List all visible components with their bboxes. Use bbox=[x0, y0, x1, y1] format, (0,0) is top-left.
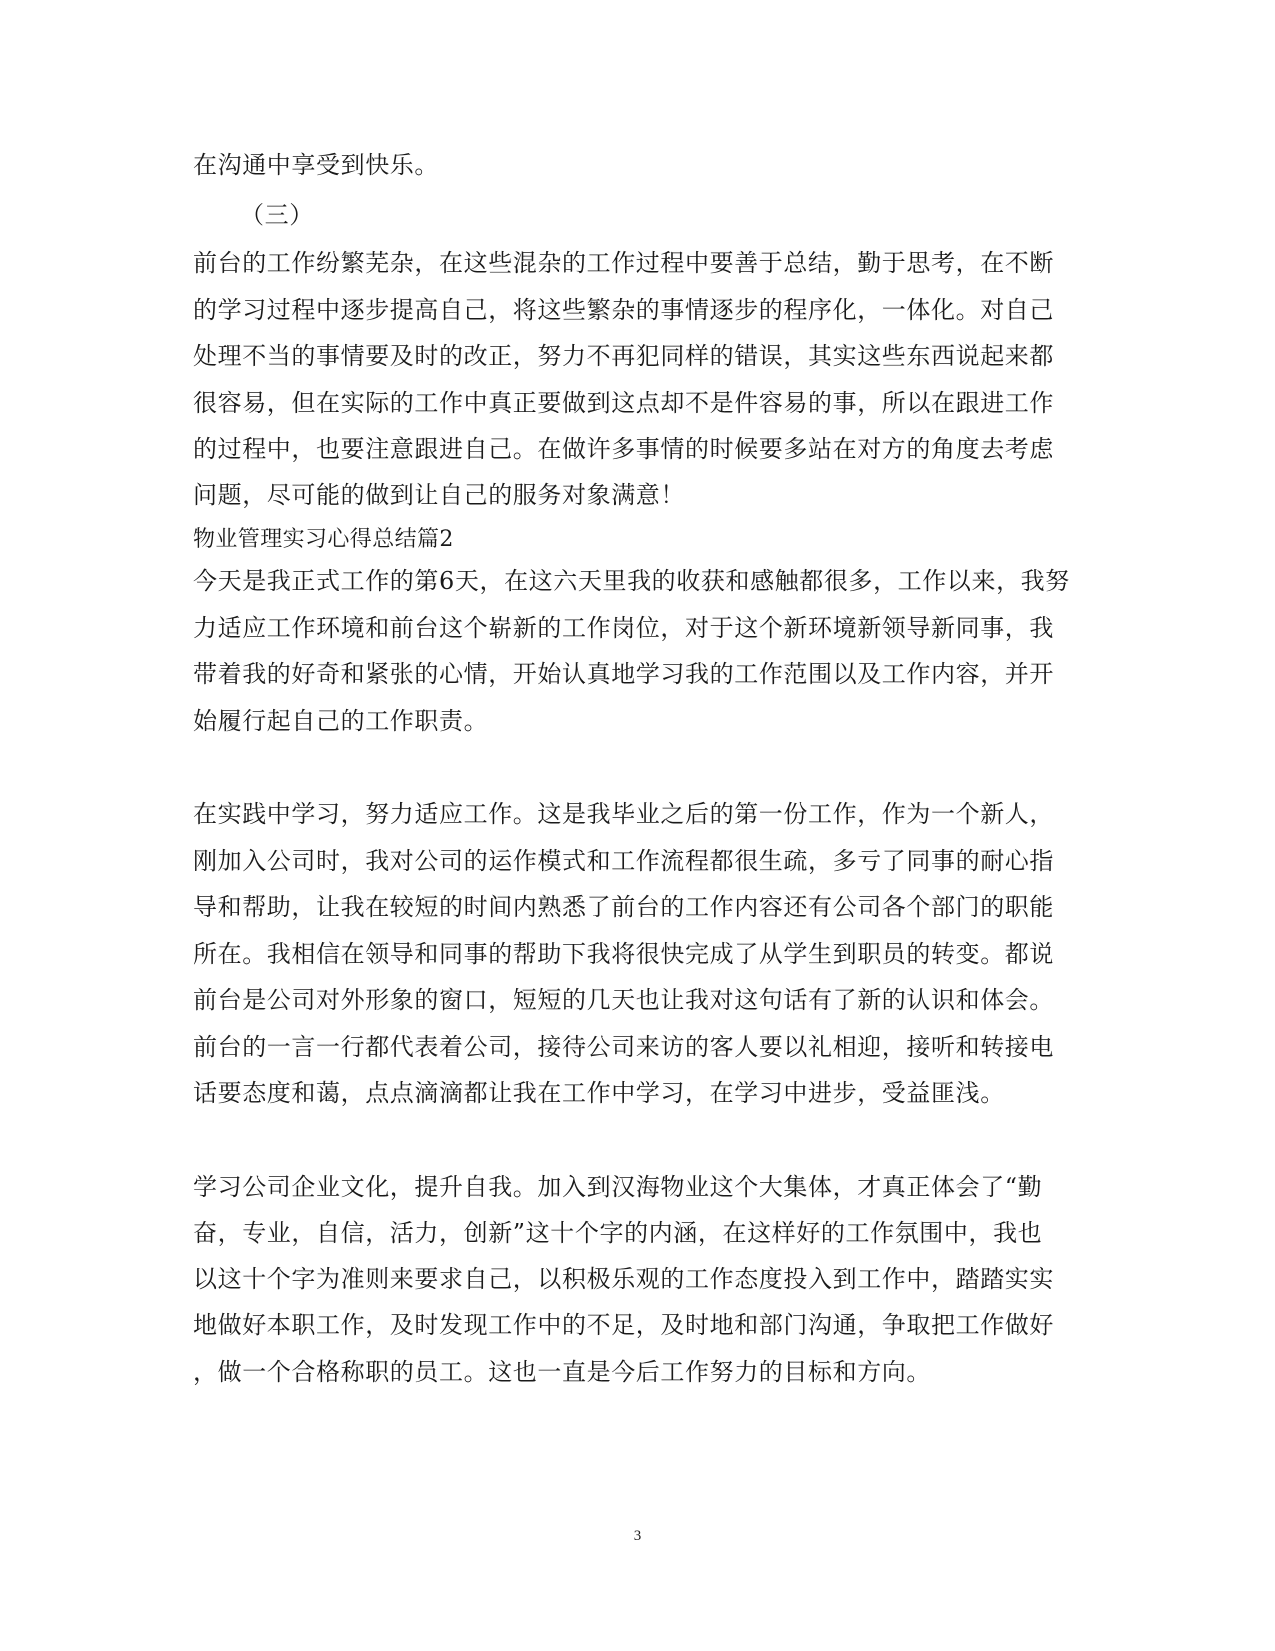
text-line: 在沟通中享受到快乐。 bbox=[193, 151, 439, 179]
text-line: 所在。我相信在领导和同事的帮助下我将很快完成了从学生到职员的转变。都说 bbox=[193, 940, 1054, 968]
text-line: 刚加入公司时，我对公司的运作模式和工作流程都很生疏，多亏了同事的耐心指 bbox=[193, 847, 1054, 875]
text-line: 前台是公司对外形象的窗口，短短的几天也让我对这句话有了新的认识和体会。 bbox=[193, 986, 1054, 1014]
text-line: 处理不当的事情要及时的改正，努力不再犯同样的错误，其实这些东西说起来都 bbox=[193, 342, 1054, 370]
text-line: 今天是我正式工作的第6天，在这六天里我的收获和感触都很多，工作以来，我努 bbox=[193, 567, 1070, 595]
text-line: 问题，尽可能的做到让自己的服务对象满意！ bbox=[193, 481, 685, 509]
text-line: 带着我的好奇和紧张的心情，开始认真地学习我的工作范围以及工作内容，并开 bbox=[193, 660, 1054, 688]
text-line: 在实践中学习，努力适应工作。这是我毕业之后的第一份工作，作为一个新人， bbox=[193, 800, 1054, 828]
text-line: 话要态度和蔼，点点滴滴都让我在工作中学习，在学习中进步，受益匪浅。 bbox=[193, 1079, 1005, 1107]
text-line: ，做一个合格称职的员工。这也一直是今后工作努力的目标和方向。 bbox=[193, 1358, 931, 1386]
page-number: 3 bbox=[633, 1528, 642, 1544]
section-marker: （三） bbox=[240, 201, 314, 229]
section-heading: 物业管理实习心得总结篇2 bbox=[193, 527, 454, 552]
text-line: 力适应工作环境和前台这个崭新的工作岗位，对于这个新环境新领导新同事，我 bbox=[193, 614, 1054, 642]
text-line: 学习公司企业文化，提升自我。加入到汉海物业这个大集体，才真正体会了“勤 bbox=[193, 1173, 1043, 1201]
text-line: 很容易，但在实际的工作中真正要做到这点却不是件容易的事，所以在跟进工作 bbox=[193, 389, 1054, 417]
text-line: 以这十个字为准则来要求自己，以积极乐观的工作态度投入到工作中，踏踏实实 bbox=[193, 1265, 1054, 1293]
text-line: 的过程中，也要注意跟进自己。在做许多事情的时候要多站在对方的角度去考虑 bbox=[193, 435, 1054, 463]
text-line: 地做好本职工作，及时发现工作中的不足，及时地和部门沟通，争取把工作做好 bbox=[193, 1311, 1054, 1339]
text-line: 导和帮助，让我在较短的时间内熟悉了前台的工作内容还有公司各个部门的职能 bbox=[193, 893, 1054, 921]
text-line: 的学习过程中逐步提高自己，将这些繁杂的事情逐步的程序化，一体化。对自己 bbox=[193, 296, 1054, 324]
text-line: 奋，专业，自信，活力，创新”这十个字的内涵，在这样好的工作氛围中，我也 bbox=[193, 1219, 1043, 1247]
text-line: 前台的一言一行都代表着公司，接待公司来访的客人要以礼相迎，接听和转接电 bbox=[193, 1033, 1054, 1061]
text-line: 始履行起自己的工作职责。 bbox=[193, 707, 489, 735]
text-line: 前台的工作纷繁芜杂，在这些混杂的工作过程中要善于总结，勤于思考，在不断 bbox=[193, 249, 1054, 277]
